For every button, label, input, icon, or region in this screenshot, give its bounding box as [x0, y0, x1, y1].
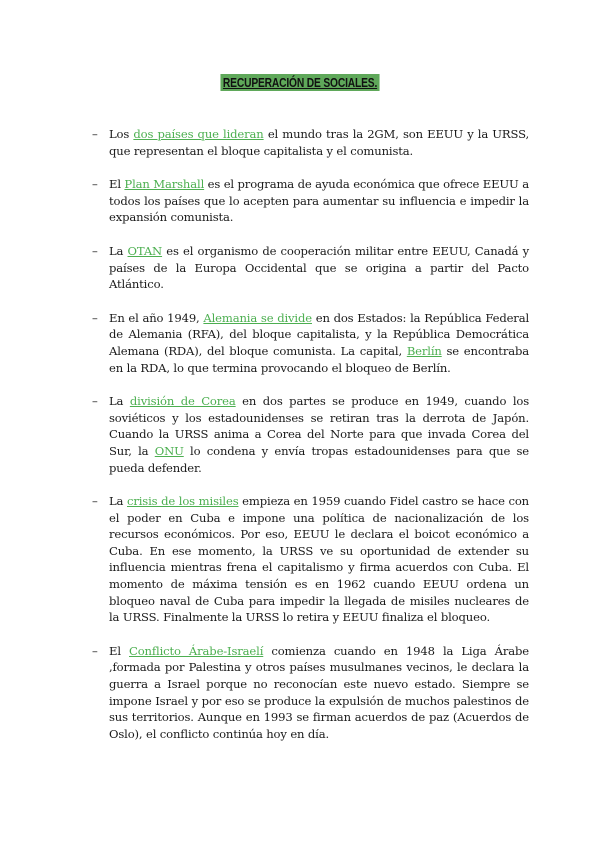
item-text: Los: [109, 127, 134, 141]
item-text: en dos partes se produce en 1949, cuando los soviéticos y los estadounidenses se retiran tras la derrota de Japón. Cuando la URSS anima a Corea del Norte para que invada Corea del Sur, la: [109, 394, 530, 458]
item-text: La: [109, 394, 130, 409]
item-text: en dos Estados: la República Federal de Alemania (RFA), del bloque capitalista, y la República Democrática Alemana (RDA), del bloque comunista. La capital,: [109, 310, 530, 358]
highlighted-term: OTAN: [127, 243, 163, 258]
highlighted-term: dos países que lideran: [133, 127, 264, 141]
item-text: comienza cuando en 1948 la Liga Árabe ,formada por Palestina y otros países musulmanes vecinos, le declara la guerra a Israel porque no reconocían este nuevo estado. Siempre se impone Israel y por eso se produce la expulsión de muchos palestinos de sus territorios. Aunque en 1993 se firman acuerdos de paz (Acuerdos de Oslo), el conflicto continúa hoy en día.: [109, 643, 529, 741]
item-text: La: [109, 243, 128, 258]
dash-bullet: –: [92, 177, 98, 192]
highlighted-term: Conflicto Árabe-Israelí: [129, 643, 264, 658]
list-item: [92, 643, 529, 743]
title-highlight: RECUPERACIÓN DE SOCIALES.: [220, 74, 379, 91]
list-item: [92, 310, 529, 376]
document-title: [0, 72, 600, 91]
list-item: [92, 393, 529, 476]
list-item: [92, 126, 529, 159]
item-text: empieza en 1959 cuando Fidel castro se hace con el poder en Cuba e impone una política de nacionalización de los recursos económicos. Por eso, EEUU le declara el boicot económico a Cuba. En ese momento, la URSS ve su oportunidad de extender su influencia mientras frena el capitalismo y firma acuerdos con Cuba. El momento de máxima tensión es en 1962 cuando EEUU ordena un bloqueo naval de Cuba para impedir la llegada de misiles nucleares de la URSS. Finalmente la URSS lo retira y EEUU finaliza el bloqueo.: [109, 494, 529, 625]
item-text: El: [109, 643, 129, 658]
item-text: es el programa de ayuda económica que ofrece EEUU a todos los países que lo acepten para aumentar su influencia e impedir la expansión comunista.: [109, 177, 529, 225]
dash-bullet: –: [92, 394, 98, 409]
dash-bullet: –: [92, 310, 98, 325]
item-text: es el organismo de cooperación militar entre EEUU, Canadá y países de la Europa Occidental que se origina a partir del Pacto Atlántico.: [109, 243, 529, 292]
dash-bullet: –: [92, 494, 98, 509]
item-text: se encontraba en la RDA, lo que termina provocando el bloqueo de Berlín.: [109, 343, 530, 375]
highlighted-term: ONU: [154, 443, 184, 458]
highlighted-term: Alemania se divide: [203, 310, 312, 325]
item-text: El: [109, 177, 125, 192]
highlighted-term: división de Corea: [129, 394, 236, 409]
bullet-list: [92, 126, 529, 759]
dash-bullet: –: [92, 643, 98, 658]
item-text: En el año 1949,: [109, 310, 204, 325]
item-text: el mundo tras la 2GM, son EEUU y la URSS, que representan el bloque capitalista y el comunista.: [109, 127, 529, 158]
item-text: lo condena y envía tropas estadounidenses para que se pueda defender.: [109, 443, 530, 475]
list-item: [92, 493, 529, 626]
list-item: [92, 176, 529, 226]
dash-bullet: –: [92, 127, 98, 141]
list-item: [92, 243, 529, 293]
highlighted-term: Berlín: [406, 343, 442, 358]
highlighted-term: Plan Marshall: [124, 177, 205, 192]
highlighted-term: crisis de los misiles: [127, 494, 239, 509]
dash-bullet: –: [92, 243, 98, 258]
item-text: La: [109, 494, 127, 509]
